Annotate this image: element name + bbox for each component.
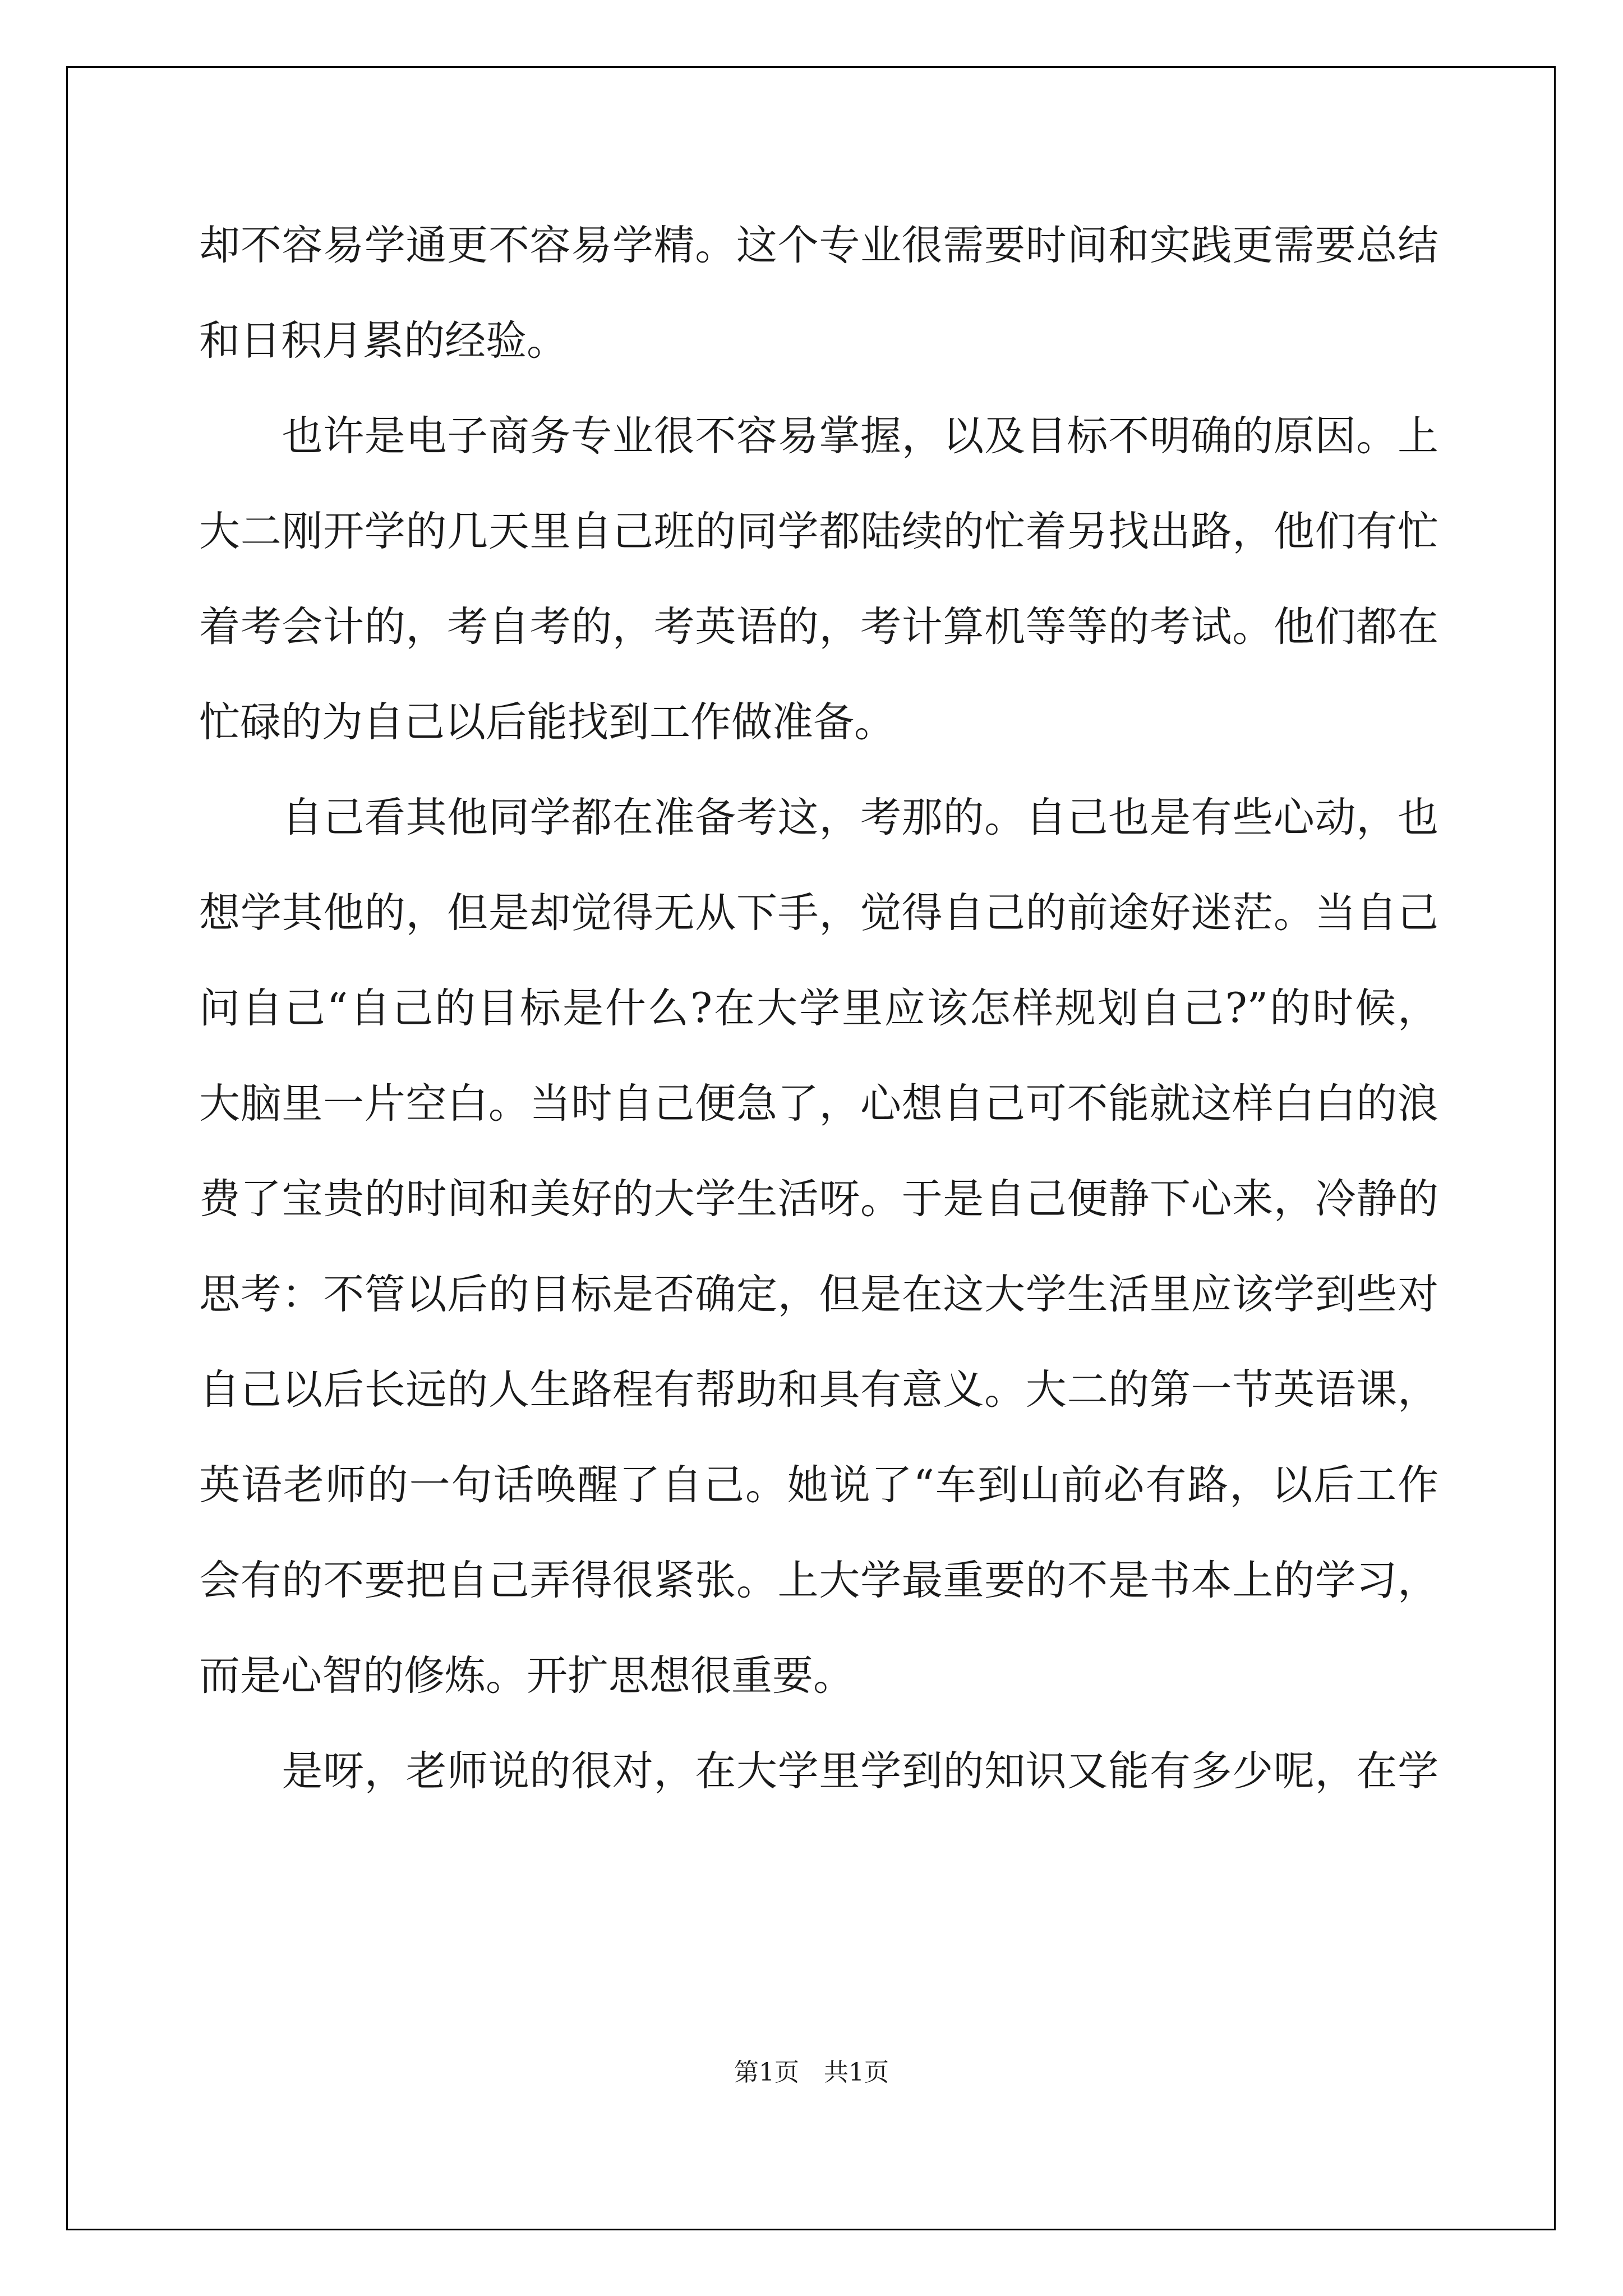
text-line: 思考：不管以后的目标是否确定，但是在这大学生活里应该学到些对 xyxy=(199,1271,1438,1318)
text-line: 忙碌的为自己以后能找到工作做准备。 xyxy=(199,698,895,746)
page-number-footer: 第1页 共1页 xyxy=(734,2058,889,2087)
text-line: 是呀，老师说的很对，在大学里学到的知识又能有多少呢，在学 xyxy=(199,1747,1438,1795)
text-line: 大脑里一片空白。当时自己便急了，心想自己可不能就这样白白的浪 xyxy=(199,1080,1438,1128)
text-line: 自己以后长远的人生路程有帮助和具有意义。大二的第一节英语课， xyxy=(199,1366,1438,1414)
text-line: 也许是电子商务专业很不容易掌握，以及目标不明确的原因。上 xyxy=(199,412,1438,460)
text-line: 会有的不要把自己弄得很紧张。上大学最重要的不是书本上的学习， xyxy=(199,1557,1438,1604)
text-line: 着考会计的，考自考的，考英语的，考计算机等等的考试。他们都在 xyxy=(199,603,1438,651)
page-border xyxy=(66,66,1556,2230)
text-line: 费了宝贵的时间和美好的大学生活呀。于是自己便静下心来，冷静的 xyxy=(199,1175,1438,1223)
text-line: 想学其他的，但是却觉得无从下手，觉得自己的前途好迷茫。当自己 xyxy=(199,889,1438,937)
text-line: 自己看其他同学都在准备考这，考那的。自己也是有些心动，也 xyxy=(199,794,1438,841)
text-line: 大二刚开学的几天里自己班的同学都陆续的忙着另找出路，他们有忙 xyxy=(199,508,1438,555)
text-line: 英语老师的一句话唤醒了自己。她说了“车到山前必有路，以后工作 xyxy=(199,1461,1438,1509)
text-line: 和日积月累的经验。 xyxy=(199,317,568,365)
text-line: 而是心智的修炼。开扩思想很重要。 xyxy=(199,1652,854,1700)
text-line: 问自己“自己的目标是什么?在大学里应该怎样规划自己?”的时候， xyxy=(199,984,1438,1032)
text-line: 却不容易学通更不容易学精。这个专业很需要时间和实践更需要总结 xyxy=(199,222,1438,269)
